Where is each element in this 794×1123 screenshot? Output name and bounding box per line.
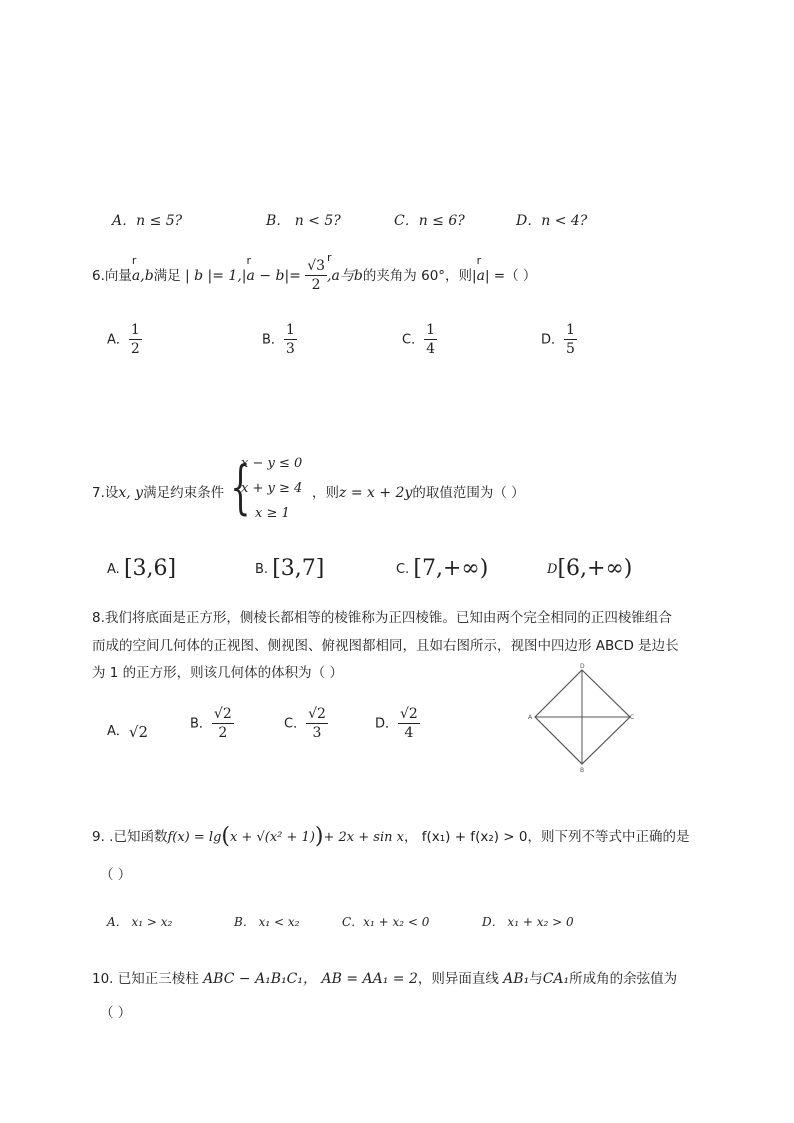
q6-option-d-label: D．: [541, 332, 565, 348]
q9-option-d: D． x₁ + x₂ > 0: [482, 915, 574, 929]
q6-option-b: [262, 322, 297, 358]
q7-option-c-value: [7,+∞): [413, 556, 489, 581]
q8-line-2: 而成的空间几何体的正视图、侧视图、俯视图都相同，且如右图所示，视图中四边形 ABCD 是边长: [92, 638, 679, 654]
q7-option-d: [547, 556, 632, 581]
q6-option-c: [402, 322, 437, 358]
q9-after: + 2x + sin x: [323, 830, 404, 845]
q9-paren-left: (: [221, 824, 230, 849]
q9-cond: ， f(x₁) + f(x₂) > 0，则下列不等式中正确的是: [403, 829, 690, 845]
q6-option-a-num: 1: [130, 322, 140, 338]
q8-option-d: [375, 706, 420, 742]
q8-line-1: 8.我们将底面是正方形，侧棱长都相等的棱锥称为正四棱锥。已知由两个完全相同的正四棱锥组合: [92, 610, 672, 626]
q10-mid: ，则异面直线: [417, 971, 499, 987]
q6-cond1: | b |= 1,|: [184, 268, 247, 284]
q9-option-c: C．x₁ + x₂ < 0: [342, 915, 430, 929]
q7-brace: {: [230, 453, 251, 521]
q7-option-a-label: A.: [107, 562, 120, 577]
q7-constraint-1: x − y ≤ 0: [241, 456, 303, 471]
q8-option-b-num: √2: [213, 706, 232, 722]
q8-option-c-num: √2: [308, 706, 326, 722]
q6-vectors: r a,b: [132, 268, 154, 284]
q7-option-a-value: [3,6]: [123, 556, 177, 581]
q8-option-a-label: A．: [107, 724, 129, 739]
q8-figure-label-d: D: [580, 663, 585, 670]
q7-option-b-label: B.: [255, 562, 269, 577]
q8-option-d-label: D．: [375, 716, 399, 732]
q8-option-a: [107, 720, 148, 741]
q6-option-b-num: 1: [285, 322, 295, 338]
q7-option-d-value: [6,+∞): [557, 556, 633, 581]
q10-answer-paren: （ ）: [100, 1005, 132, 1021]
q7-option-d-label: D: [547, 562, 558, 577]
q8-option-b: [190, 706, 234, 742]
q8-option-b-label: B．: [190, 716, 212, 732]
q6-option-a: [107, 322, 142, 358]
q6-option-d-den: 5: [566, 341, 575, 357]
q7-constraint-3: x ≥ 1: [255, 506, 290, 521]
q10-prism: ABC − A₁B₁C₁: [203, 971, 304, 987]
q7-tail: 的取值范围为（ ）: [412, 485, 525, 501]
q6-option-d-num: 1: [566, 322, 575, 338]
q9-paren-right: ): [314, 824, 324, 849]
q9-inner: x + √(x² + 1): [230, 830, 315, 845]
q6-option-a-label: A．: [107, 332, 129, 348]
q6-cond-label: 满足: [153, 268, 181, 284]
q10-line-1: AB₁: [503, 971, 530, 987]
q7-prefix: 7.设: [92, 485, 119, 501]
q7-tail-group: [312, 481, 525, 501]
q8-figure-label-c: C: [630, 714, 635, 721]
q9-answer-paren: （ ）: [100, 867, 132, 883]
q6-option-a-den: 2: [130, 341, 140, 357]
q6-prefix: 6.向量: [92, 268, 132, 284]
q7-option-c-label: C.: [396, 562, 410, 577]
q8-figure: [526, 662, 638, 774]
q6-option-c-label: C．: [402, 332, 425, 348]
q6-option-d: [541, 322, 577, 358]
q6-cond2: r a − b: [247, 268, 285, 284]
q7-mid: ，则: [312, 485, 339, 501]
q10-tail: 所成角的余弦值为: [569, 971, 678, 987]
q10-line-2: CA₁: [542, 971, 570, 987]
q9-prefix: 9. .已知函数: [92, 829, 168, 845]
q8-option-c-label: C．: [284, 716, 307, 732]
q7-option-c: [396, 556, 488, 581]
q8-figure-label-a: A: [528, 714, 533, 721]
q8-option-d-num: √2: [400, 706, 418, 722]
q8-option-d-den: 4: [404, 725, 414, 741]
q6-tail: | =（ ）: [484, 268, 537, 284]
q6-cond3: |=: [284, 268, 301, 284]
q9-option-a: A． x₁ > x₂: [107, 915, 173, 929]
q5-option-c: C．n ≤ 6?: [394, 213, 465, 229]
q6-option-b-label: B．: [262, 332, 284, 348]
q7-cond-label: 满足约束条件: [143, 485, 225, 501]
q8-line-3: 为 1 的正方形，则该几何体的体积为（ ）: [92, 665, 343, 681]
q8-option-b-den: 2: [218, 725, 228, 741]
q8-option-a-value: √2: [128, 722, 149, 741]
q6-frac: [305, 258, 327, 294]
q5-option-a: A．n ≤ 5?: [112, 213, 183, 229]
q6-frac-num: √3: [307, 258, 326, 274]
q7-expr: z = x + 2y: [339, 485, 413, 501]
q6-frac-den: 2: [311, 277, 321, 293]
q5-option-d: D．n < 4?: [516, 213, 588, 229]
q9-stem: [92, 824, 689, 849]
q9-func: f(x) = lg: [167, 830, 222, 845]
q7-constraint-2: x + y ≥ 4: [241, 481, 303, 496]
q10-cond: ， AB = AA₁ = 2: [303, 971, 418, 987]
q8-option-c-den: 3: [312, 725, 322, 741]
q6-a-sym: r a: [477, 268, 485, 284]
q10-yu: 与: [529, 971, 543, 987]
q10-prefix: 10. 已知正三棱柱: [92, 971, 199, 987]
q8-figure-label-b: B: [580, 767, 585, 774]
q7-option-b-value: [3,7]: [272, 556, 325, 581]
q7-option-b: [255, 556, 324, 581]
q6-option-c-num: 1: [426, 322, 435, 338]
q7-prefix-group: [92, 481, 224, 501]
q6-stem: [92, 258, 536, 294]
q8-option-c: [284, 706, 328, 742]
q7-vars: x, y: [118, 485, 144, 501]
q6-mid: r ,a与b: [327, 265, 363, 285]
q9-option-b: B． x₁ < x₂: [234, 915, 300, 929]
q7-option-a: [107, 556, 176, 581]
q5-option-b: B． n < 5?: [266, 213, 341, 229]
q6-option-c-den: 4: [426, 341, 435, 357]
q6-option-b-den: 3: [285, 341, 295, 357]
q6-angle-text: 的夹角为 60°，则|: [362, 268, 477, 284]
q10-stem: [92, 967, 677, 988]
